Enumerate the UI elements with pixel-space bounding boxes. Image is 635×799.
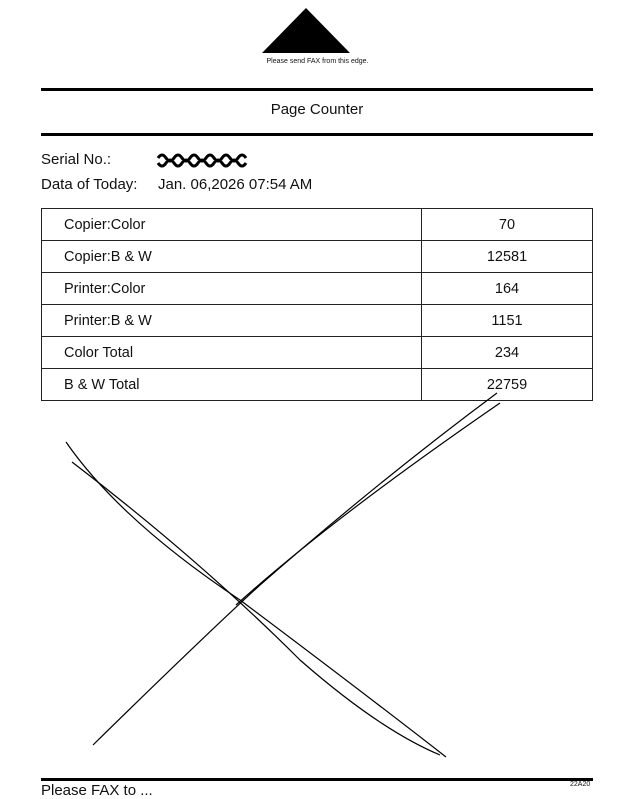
counter-label: Printer:Color [42,273,422,305]
table-row [42,273,593,305]
form-code: 22A20 [570,781,591,788]
serial-label: Serial No.: [41,151,112,168]
counter-value: 1151 [422,305,593,337]
counter-value: 70 [422,209,593,241]
top-rule [41,88,593,91]
page-title: Page Counter [270,101,364,118]
fax-edge-note: Please send FAX from this edge. [266,58,369,65]
counter-value: 164 [422,273,593,305]
counter-label: B & W Total [42,369,422,401]
counter-value: 234 [422,337,593,369]
fax-edge-triangle-icon [262,8,350,53]
table-row [42,369,593,401]
title-rule [41,133,593,136]
date-label: Data of Today: [41,176,138,193]
footer-rule [41,778,593,781]
table-row [42,337,593,369]
table-row [42,305,593,337]
date-value: Jan. 06,2026 07:54 AM [158,176,313,193]
counter-table [41,208,593,401]
counter-label: Color Total [42,337,422,369]
counter-label: Printer:B & W [42,305,422,337]
fax-to-label: Please FAX to ... [41,782,153,799]
counter-label: Copier:B & W [42,241,422,273]
counter-value: 22759 [422,369,593,401]
table-row [42,209,593,241]
counter-value: 12581 [422,241,593,273]
table-row [42,241,593,273]
counter-label: Copier:Color [42,209,422,241]
